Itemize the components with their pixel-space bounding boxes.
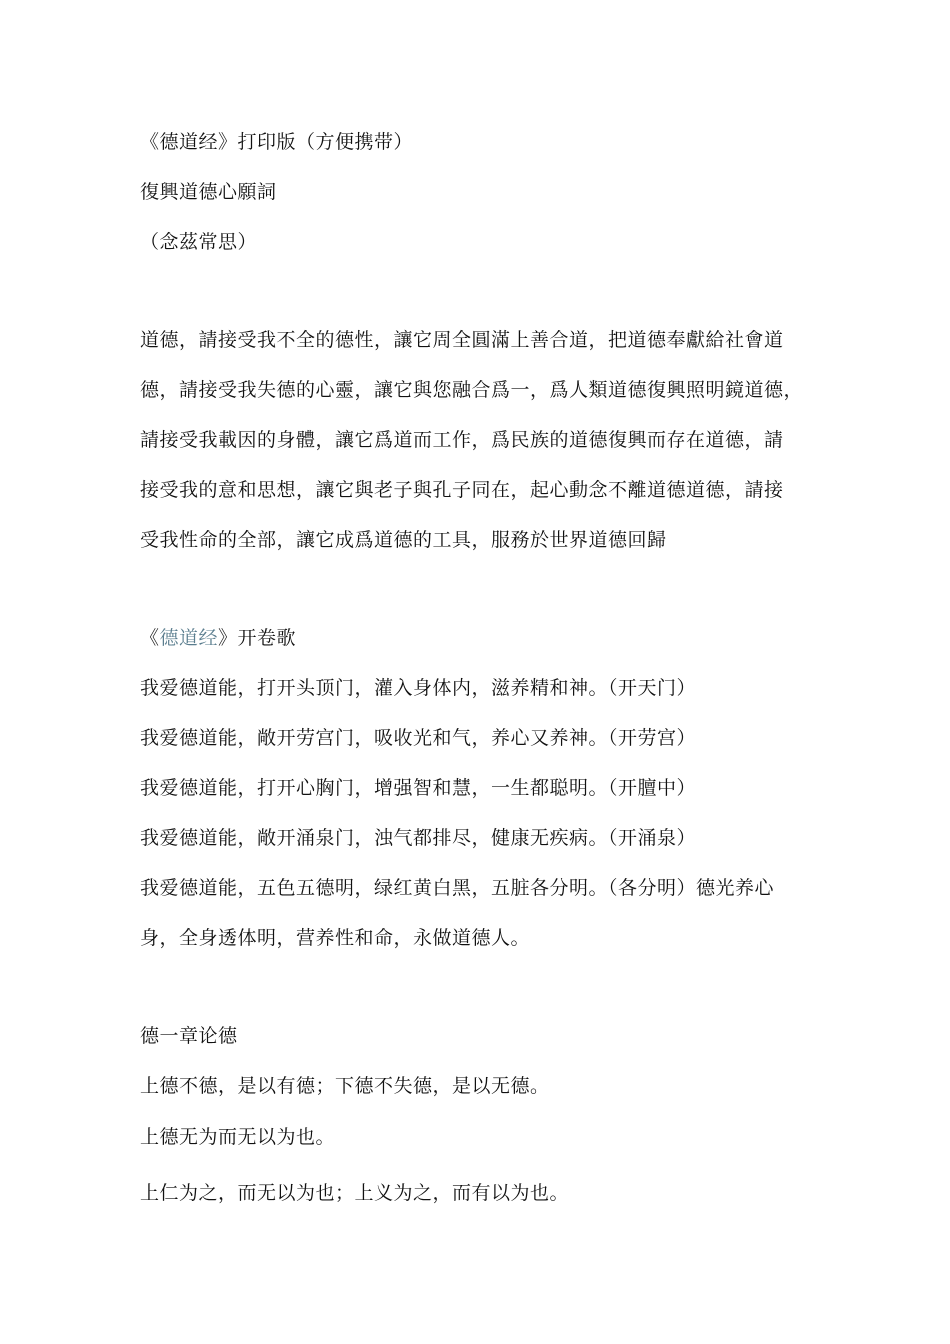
song-line-1: 我爱德道能，打开头顶门，灌入身体内，滋养精和神。（开天门） xyxy=(140,677,697,699)
song-title-close: 》开卷歌 xyxy=(218,627,297,649)
song-line-5: 我爱德道能，五色五德明，绿红黄白黑，五脏各分明。（各分明）德光养心 xyxy=(140,877,775,899)
vow-line-2: 德，請接受我失德的心靈，讓它與您融合爲一，爲人類道德復興照明鏡道德， xyxy=(140,379,804,401)
vow-line-5: 受我性命的全部，讓它成爲道德的工具，服務於世界道德回歸 xyxy=(140,529,667,551)
vow-line-3: 請接受我載因的身體，讓它爲道而工作，爲民族的道德復興而存在道德，請 xyxy=(140,429,784,451)
chapter-line-3: 上仁为之，而无以为也；上义为之，而有以为也。 xyxy=(140,1182,570,1204)
chapter-line-2: 上德无为而无以为也。 xyxy=(140,1126,336,1148)
vow-title: 復興道德心願詞 xyxy=(140,181,277,203)
chapter-line-1: 上德不德，是以有德；下德不失德，是以无德。 xyxy=(140,1075,550,1097)
song-title-link[interactable]: 德道经 xyxy=(159,627,219,649)
song-line-3: 我爱德道能，打开心胸门，增强智和慧，一生都聪明。（开膻中） xyxy=(140,777,697,799)
document-title: 《德道经》打印版（方便携带） xyxy=(140,131,414,153)
song-line-2: 我爱德道能，敞开劳宫门，吸收光和气，养心又养神。（开劳宫） xyxy=(140,727,697,749)
vow-line-4: 接受我的意和思想，讓它與老子與孔子同在，起心動念不離道德道德，請接 xyxy=(140,479,784,501)
song-title-open: 《 xyxy=(140,627,160,649)
song-line-6: 身，全身透体明，营养性和命，永做道德人。 xyxy=(140,927,531,949)
song-line-4: 我爱德道能，敞开涌泉门，浊气都排尽，健康无疾病。（开涌泉） xyxy=(140,827,697,849)
chapter-title: 德一章论德 xyxy=(140,1025,238,1047)
vow-subtitle: （念茲常思） xyxy=(140,231,258,253)
vow-line-1: 道德，請接受我不全的德性，讓它周全圓滿上善合道，把道德奉獻給社會道 xyxy=(140,329,784,351)
song-title xyxy=(140,626,830,650)
